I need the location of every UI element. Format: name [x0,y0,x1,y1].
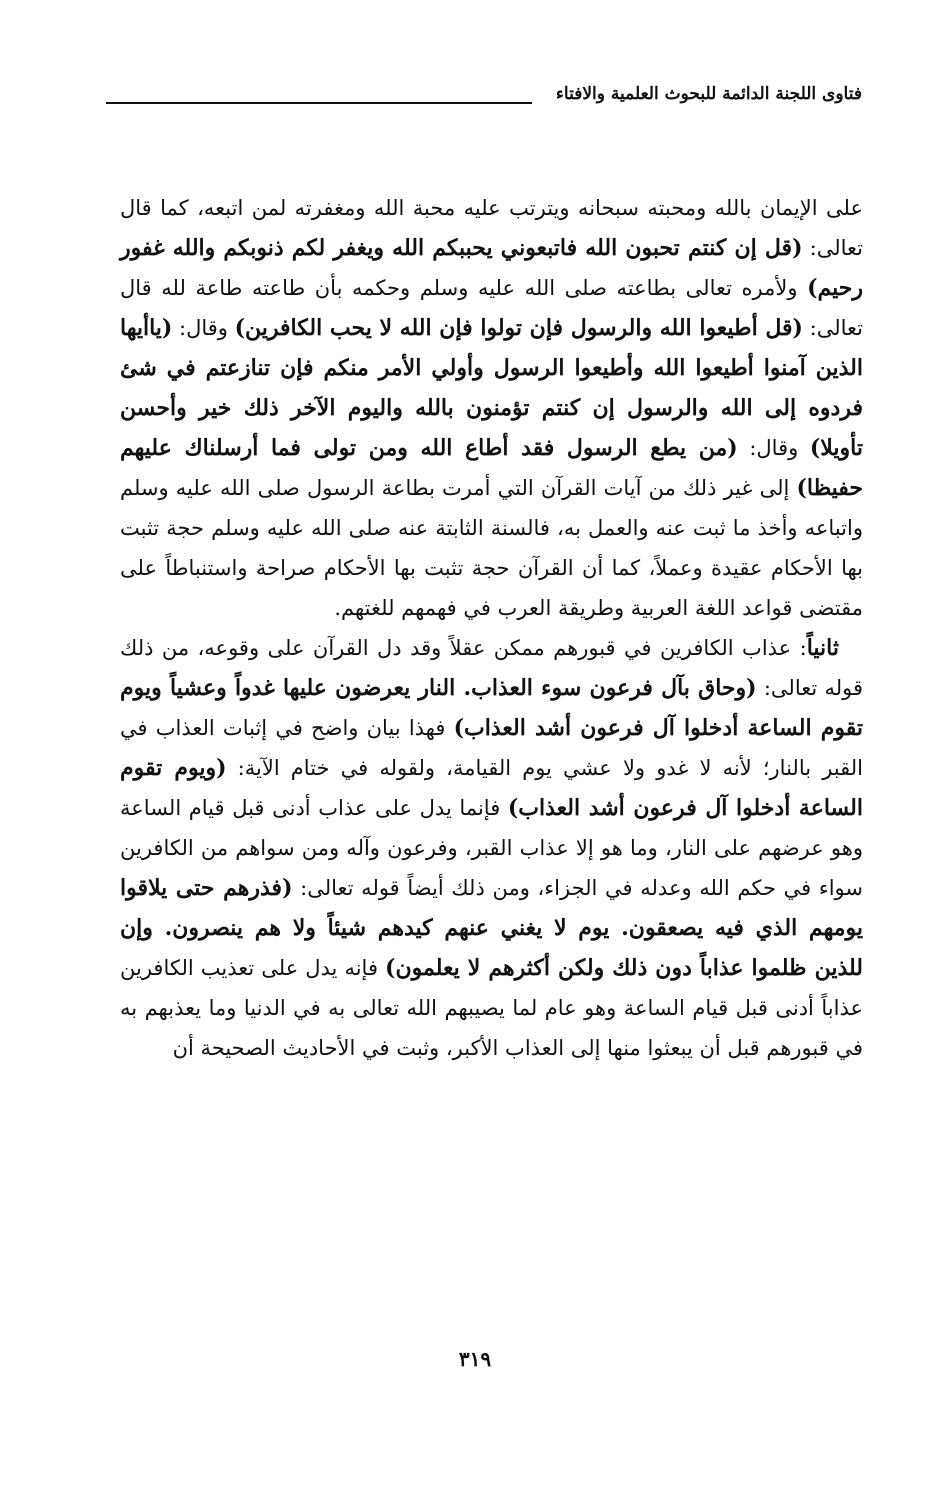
text-run: على الإيمان بالله ومحبته سبحانه ويترتب عليه محبة الله ومغفرته لمن اتبعه، كما قال تعالى: [120,196,863,260]
quran-quote: (ويوم تقوم الساعة أدخلوا آل فرعون أشد العذاب) [120,755,863,821]
body-text [120,188,863,1068]
quran-quote: (من يطع الرسول فقد أطاع الله ومن تولى فما أرسلناك عليهم حفيظا) [120,435,863,501]
quran-quote: (قل أطيعوا الله والرسول فإن تولوا فإن الله لا يحب الكافرين) [234,315,803,341]
text-run: وقال: [737,436,810,460]
running-header [106,82,862,112]
text-run: فإنه يدل على تعذيب الكافرين عذاباً أدنى قبل قيام الساعة وهو عام لما يصيبهم الله تعالى به في الدنيا وما يعذبهم به في قبورهم قبل أن يبعثوا منها إلى العذاب الأكبر، وثبت في الأحاديث الصحيحة أن [120,956,863,1060]
quran-quote: (وحاق بآل فرعون سوء العذاب. النار يعرضون عليها غدواً وعشياً ويوم تقوم الساعة أدخلوا آل فرعون أشد العذاب) [120,675,863,741]
text-run: إلى غير ذلك من آيات القرآن التي أمرت بطاعة الرسول صلى الله عليه وسلم واتباعه وأخذ ما ثبت عنه والعمل به، فالسنة الثابتة عنه صلى الله عليه وسلم حجة تثبت بها الأحكام عقيدة وعملاً، كما أن القرآن حجة تثبت بها الأحكام صراحة واستنباطاً على مقتضى قواعد اللغة العربية وطريقة العرب في فهمهم للغتهم. [120,476,863,620]
quran-quote: (قل إن كنتم تحبون الله فاتبعوني يحببكم الله ويغفر لكم ذنوبكم والله غفور رحيم) [120,235,863,301]
text-run: : عذاب الكافرين في قبورهم ممكن عقلاً وقد دل القرآن على وقوعه، من ذلك قوله تعالى: [120,636,863,700]
quran-quote: (ياأيها الذين آمنوا أطيعوا الله وأطيعوا الرسول وأولي الأمر منكم فإن تنازعتم في شئ فردوه إلى الله والرسول إن كنتم تؤمنون بالله واليوم الآخر ذلك خير وأحسن تأويلا) [120,315,863,461]
header-title: فتاوى اللجنة الدائمة للبحوث العلمية والافتاء [555,84,862,104]
page-number: ٣١٩ [458,1347,492,1371]
quran-quote: (فذرهم حتى يلاقوا يومهم الذي فيه يصعقون. يوم لا يغني عنهم كيدهم شيئاً ولا هم ينصرون. وإن للذين ظلموا عذاباً دون ذلك ولكن أكثرهم لا يعلمون) [120,875,863,981]
header-rule [106,102,532,104]
text-run: فإنما يدل على عذاب أدنى قبل قيام الساعة وهو عرضهم على النار، وما هو إلا عذاب القبر، وفرعون وآله ومن سواهم من الكافرين سواء في حكم الله وعدله في الجزاء، ومن ذلك أيضاً قوله تعالى: [120,796,864,900]
paragraph [120,628,863,1068]
text-run: وقال: [172,316,235,340]
paragraph [120,188,863,628]
quran-quote: ثانياً [806,635,839,661]
text-run: فهذا بيان واضح في إثبات العذاب في القبر بالنار؛ لأنه لا غدو ولا عشي يوم القيامة، ولقوله في ختام الآية: [120,716,863,780]
text-run: ولأمره تعالى بطاعته صلى الله عليه وسلم وحكمه بأن طاعته طاعة لله قال تعالى: [120,276,863,340]
